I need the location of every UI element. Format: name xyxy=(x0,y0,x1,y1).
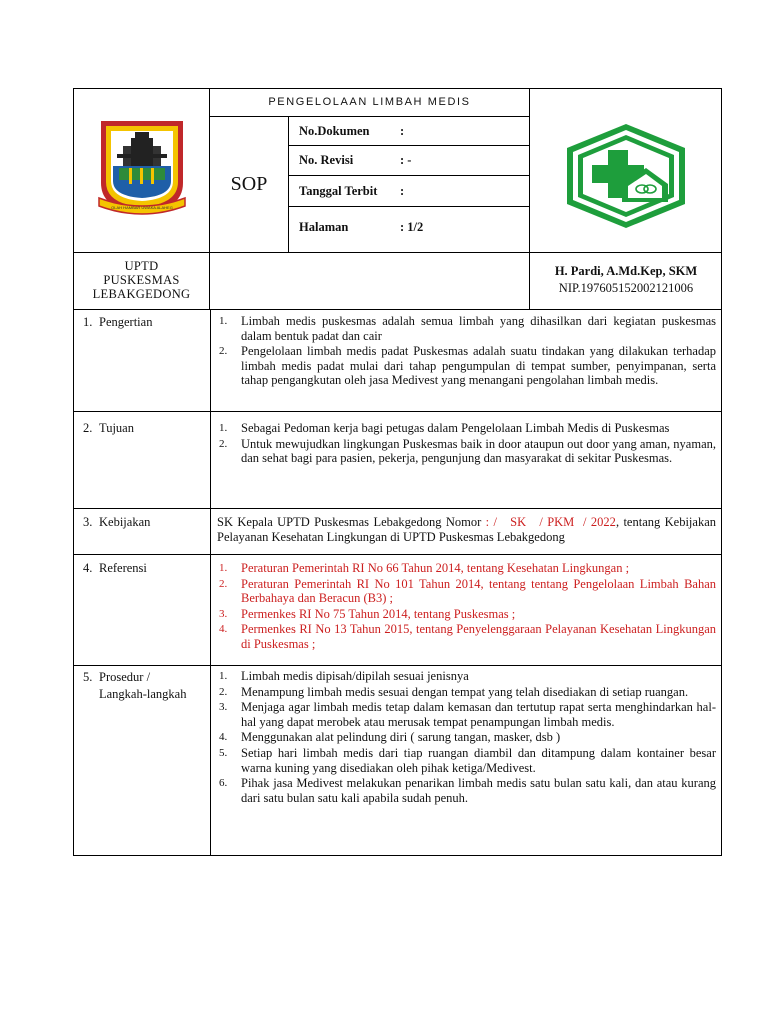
meta-value: : xyxy=(400,124,405,138)
header-row-2-middle xyxy=(209,252,530,310)
list-item: 1. Limbah medis puskesmas adalah semua limbah yang dihasilkan dari kegiatan puskesmas dalam bentuk padat dan cair xyxy=(219,314,716,343)
section-content xyxy=(217,515,716,544)
district-logo xyxy=(73,88,210,253)
section-label: 3. Kebijakan xyxy=(83,515,151,529)
meta-label: No. Revisi xyxy=(299,153,354,167)
list-item: 2. Peraturan Pemerintah RI No 101 Tahun 2014, tentang tentang Pengelolaan Limbah Bahan Berbahaya dan Beracun (B3) ; xyxy=(219,576,716,606)
org-line: LEBAKGEDONG xyxy=(92,287,191,301)
list-item: 1. Limbah medis dipisah/dipilah sesuai jenisnya xyxy=(219,669,469,683)
kemenkes-logo xyxy=(530,88,722,253)
list-item: 4. Permenkes RI No 13 Tahun 2015, tentang Penyelenggaraan Pelayanan Kesehatan Lingkungan di Puskesmas ; xyxy=(219,622,716,651)
list-item: 2. Menampung limbah medis sesuai dengan tempat yang telah disediakan di setiap ruangan. xyxy=(219,684,689,699)
section-label-cell xyxy=(74,666,211,855)
list-item: 5. Setiap hari limbah medis dari tiap ruangan diambil dan ditampung dalam kontainer besar warna kuning yang disediakan oleh pihak ketiga/Medivest. xyxy=(219,745,716,775)
meta-row-no-revisi xyxy=(288,145,530,176)
list-item: 3. Menjaga agar limbah medis tetap dalam kemasan dan tertutup rapat serta menghindarkan hal-hal yang dapat merobek atau merusak tempat penampungan limbah medis. xyxy=(219,700,716,729)
section-tujuan xyxy=(73,411,722,509)
section-content xyxy=(217,561,716,653)
organization-name xyxy=(73,252,210,310)
signature-block xyxy=(530,263,722,297)
meta-value: : 1/2 xyxy=(400,220,424,234)
policy-text-start: SK Kepala UPTD Puskesmas Lebakgedong Nomor xyxy=(217,515,482,529)
section-label: 2. Tujuan xyxy=(83,421,134,435)
list-item: 2. Untuk mewujudkan lingkungan Puskesmas baik in door ataupun out door yang aman, nyaman, dan sehat bagi para pasien, pekerja, pengunjung dan masyarakat di sekitar Puskesmas. xyxy=(219,436,716,466)
logo-banner-text: OLAH HAMBAR UWAKA ALAHEG xyxy=(111,205,173,210)
org-line: UPTD xyxy=(124,259,159,273)
section-prosedur xyxy=(73,665,722,856)
meta-row-tanggal-terbit xyxy=(288,175,530,207)
meta-row-halaman xyxy=(288,206,530,253)
signer-nip: NIP.197605152002121006 xyxy=(558,281,694,295)
section-content xyxy=(217,421,716,467)
section-label-cell xyxy=(74,555,211,665)
policy-text-end: , tentang Kebijakan Pelayanan Kesehatan Lingkungan di UPTD Puskesmas Lebakgedong xyxy=(217,515,717,544)
section-pengertian xyxy=(73,309,722,412)
section-content xyxy=(217,669,716,806)
section-referensi xyxy=(73,554,722,666)
section-label-cell xyxy=(74,412,211,508)
section-label: 4. Referensi xyxy=(83,561,147,575)
list-item: 6. Pihak jasa Medivest melakukan penarikan limbah medis satu bulan satu kali, dan atau kurang dari satu bulan satu kali apabila sudah penuh. xyxy=(219,776,716,805)
meta-label: No.Dokumen xyxy=(299,124,370,138)
section-label: 1. Pengertian xyxy=(83,315,153,329)
document-title: PENGELOLAAN LIMBAH MEDIS xyxy=(209,88,530,117)
section-kebijakan xyxy=(73,508,722,555)
section-content xyxy=(217,314,716,389)
meta-label: Tanggal Terbit xyxy=(299,184,378,198)
meta-row-no-dokumen xyxy=(288,116,530,146)
list-item: 1. Peraturan Pemerintah RI No 66 Tahun 2014, tentang Kesehatan Lingkungan ; xyxy=(219,561,630,575)
signer-name: H. Pardi, A.Md.Kep, SKM xyxy=(554,264,698,278)
org-line: PUSKESMAS xyxy=(103,273,180,287)
policy-number-placeholder: : / SK / PKM / 2022 xyxy=(485,515,616,529)
doc-type-label: SOP xyxy=(209,116,289,253)
list-item: 4. Menggunakan alat pelindung diri ( sarung tangan, masker, dsb ) xyxy=(219,730,561,745)
list-item: 2. Pengelolaan limbah medis padat Puskesmas adalah suatu tindakan yang dilakukan terhadap limbah medis padat mulai dari tahap pengumpulan di tempat sumber, penyimpanan, serta tahap pengangkutan oleh jasa Medivest yang menangani pengolahan limbah medis. xyxy=(219,344,716,388)
meta-value: : - xyxy=(400,153,412,167)
section-label: 5. Prosedur / Langkah-langkah xyxy=(83,670,187,701)
list-item: 1. Sebagai Pedoman kerja bagi petugas dalam Pengelolaan Limbah Medis di Puskesmas xyxy=(219,421,670,435)
section-label-cell xyxy=(74,310,211,411)
list-item: 3. Permenkes RI No 75 Tahun 2014, tentang Puskesmas ; xyxy=(219,606,516,621)
section-label-cell xyxy=(74,509,211,554)
logo-cell xyxy=(73,88,210,253)
meta-label: Halaman xyxy=(299,220,349,234)
meta-value: : xyxy=(400,184,405,198)
kemenkes-logo-cell xyxy=(530,88,722,253)
